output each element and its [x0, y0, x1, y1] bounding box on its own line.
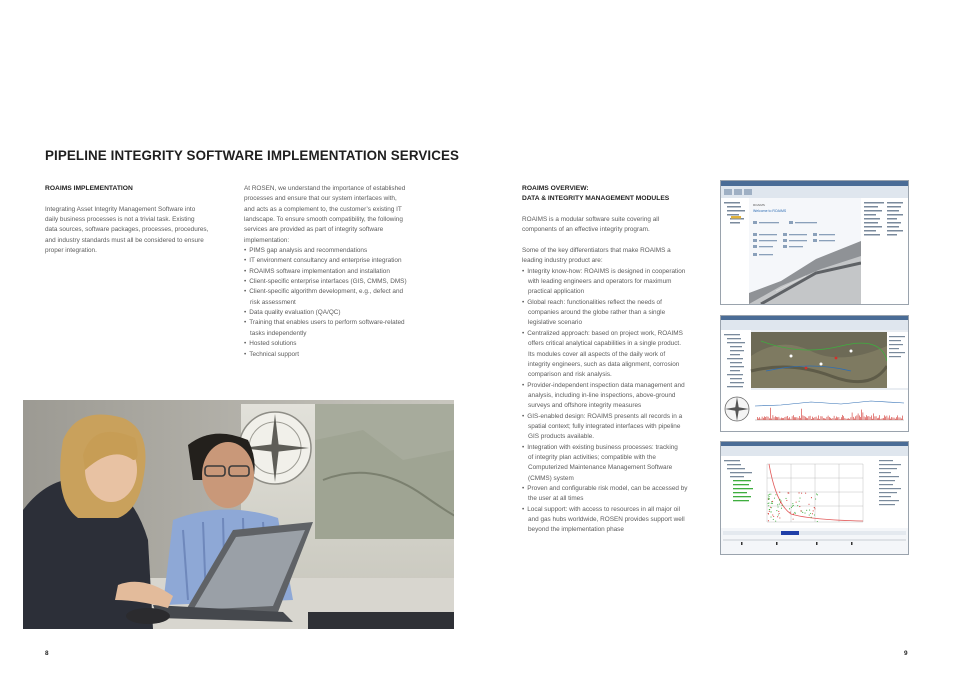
- service-item: [244, 287, 444, 308]
- service-item-line: tasks independently: [250, 329, 307, 337]
- differentiator-item: [522, 298, 717, 329]
- services-intro: [244, 184, 444, 246]
- implementation-intro: [45, 205, 240, 257]
- service-item-line: Client-specific algorithm development, e.g., defect and: [249, 288, 404, 296]
- implementation-column: [45, 184, 240, 256]
- service-item: [244, 350, 444, 360]
- service-item-line: ROAIMS software implementation and installation: [249, 267, 390, 275]
- implementation-intro-line: Integrating Asset Integrity Management Software into: [45, 205, 196, 213]
- differentiator-item-line: and gas hubs worldwide, ROSEN provides support well: [528, 516, 685, 523]
- service-item: [244, 277, 444, 287]
- overview-column: [522, 184, 717, 536]
- differentiator-item-line: Computerized Maintenance Management Software: [528, 464, 673, 472]
- differentiator-item: [522, 443, 717, 484]
- differentiator-item-line: offers critical analytical capabilities in a single product.: [528, 340, 681, 348]
- differentiator-item-line: with leading engineers and operators for maximum: [528, 278, 672, 286]
- services-list: [244, 246, 444, 360]
- team-photo-illustration: [23, 400, 454, 629]
- services-intro-line: processes and ensure that our system interfaces with,: [244, 195, 397, 203]
- map-screen-illustration: [721, 316, 908, 431]
- service-item-line: risk assessment: [250, 298, 296, 306]
- services-intro-line: implementation:: [244, 236, 290, 244]
- services-intro-line: and acts as a complement to, the customer’s existing IT: [244, 205, 402, 213]
- service-item-line: PIMS gap analysis and recommendations: [249, 247, 368, 255]
- differentiator-item: [522, 505, 717, 536]
- service-item: [244, 318, 444, 339]
- overview-intro: [522, 215, 717, 236]
- service-item: [244, 308, 444, 318]
- differentiator-item-line: GIS-enabled design: ROAIMS presents all records in a: [527, 412, 683, 420]
- differentiator-item-line: Its modules cover all aspects of the daily work of: [528, 350, 666, 358]
- services-intro-line: services are provided as part of integrity software: [244, 226, 384, 234]
- differentiator-item: [522, 412, 717, 443]
- services-intro-line: landscape. To ensure smooth compatibility, the following: [244, 216, 403, 224]
- screenshot-welcome-text: Welcome to ROAIMS: [753, 209, 787, 213]
- differentiator-item-line: spatial context; fully integrated interfaces with pipeline: [528, 422, 681, 430]
- service-item-line: IT environment consultancy and enterprise integration: [249, 257, 402, 265]
- service-item: [244, 246, 444, 256]
- page-number-right: 9: [904, 650, 908, 657]
- software-screenshot-map: [720, 315, 909, 432]
- differentiator-item-line: surveys and offshore integrity measures: [528, 402, 642, 410]
- software-screenshot-chart: [720, 441, 909, 555]
- differentiators-list: [522, 267, 717, 536]
- implementation-intro-line: daily business processes is not a trivial task. Existing: [45, 216, 195, 224]
- software-screenshot-welcome: [720, 180, 909, 305]
- differentiators-intro-line: Some of the key differentiators that make ROAIMS a: [522, 247, 671, 255]
- implementation-intro-line: and industry standards must all be considered to ensure: [45, 236, 204, 244]
- differentiator-item-line: GIS products available.: [528, 433, 595, 441]
- differentiators-intro: [522, 246, 717, 267]
- differentiator-item-line: Centralized approach: based on project work, ROAIMS: [527, 329, 683, 337]
- services-intro-line: At ROSEN, we understand the importance of established: [244, 185, 406, 192]
- overview-heading-1: ROAIMS OVERVIEW:: [522, 185, 589, 192]
- implementation-heading: ROAIMS IMPLEMENTATION: [45, 185, 133, 192]
- differentiators-intro-line: leading industry product are:: [522, 257, 603, 265]
- service-item-line: Training that enables users to perform software-related: [249, 319, 405, 327]
- differentiator-item-line: practical application: [528, 288, 585, 296]
- differentiator-item: [522, 484, 717, 505]
- overview-intro-line: ROAIMS is a modular software suite covering all: [522, 216, 660, 224]
- differentiator-item-line: Integrity know-how: ROAIMS is designed in cooperation: [527, 267, 686, 275]
- service-item-line: Hosted solutions: [249, 340, 297, 348]
- differentiator-item-line: beyond the implementation phase: [528, 526, 624, 534]
- differentiator-item-line: Global reach: functionalities reflect the needs of: [527, 298, 662, 306]
- differentiator-item-line: the user at all times: [528, 495, 584, 503]
- differentiator-item-line: companies around the globe rather than a single: [528, 309, 666, 317]
- service-item: [244, 267, 444, 277]
- team-photo: [23, 400, 454, 629]
- differentiator-item-line: integrity engineers, such as data alignment, corrosion: [528, 360, 680, 368]
- implementation-intro-line: data sources, software packages, processes, procedures,: [45, 226, 209, 234]
- page-number-left: 8: [45, 650, 49, 657]
- differentiator-item-line: Proven and configurable risk model, can be accessed by: [527, 484, 688, 492]
- services-column: [244, 184, 444, 360]
- differentiator-item-line: of integrity plan activities; compatible with the: [528, 453, 656, 461]
- service-item: [244, 256, 444, 266]
- overview-intro-line: components of an effective integrity program.: [522, 226, 650, 234]
- service-item-line: Client-specific enterprise interfaces (GIS, CMMS, DMS): [249, 278, 407, 286]
- differentiator-item: [522, 381, 717, 412]
- differentiator-item: [522, 329, 717, 381]
- screenshot-app-title: ROAIMS: [753, 203, 765, 207]
- welcome-screen-illustration: [721, 181, 908, 304]
- overview-heading-2: DATA & INTEGRITY MANAGEMENT MODULES: [522, 195, 670, 203]
- differentiator-item-line: analysis, including in-line inspections, above-ground: [528, 391, 676, 399]
- implementation-intro-line: proper integration.: [45, 247, 97, 255]
- page-title: PIPELINE INTEGRITY SOFTWARE IMPLEMENTATION SERVICES: [45, 148, 460, 163]
- service-item: [244, 339, 444, 349]
- differentiator-item-line: (CMMS) system: [528, 474, 574, 482]
- service-item-line: Data quality evaluation (QA/QC): [249, 309, 341, 317]
- differentiator-item-line: comparison and risk analysis.: [528, 371, 612, 379]
- differentiator-item-line: legislative scenario: [528, 319, 582, 327]
- differentiator-item-line: Provider-independent inspection data management and: [527, 381, 685, 389]
- differentiator-item: [522, 267, 717, 298]
- service-item-line: Technical support: [249, 350, 299, 358]
- differentiator-item-line: Integration with existing business processes: tracking: [527, 443, 678, 451]
- differentiator-item-line: Local support: with access to resources in all major oil: [527, 505, 680, 513]
- chart-screen-illustration: [721, 442, 908, 554]
